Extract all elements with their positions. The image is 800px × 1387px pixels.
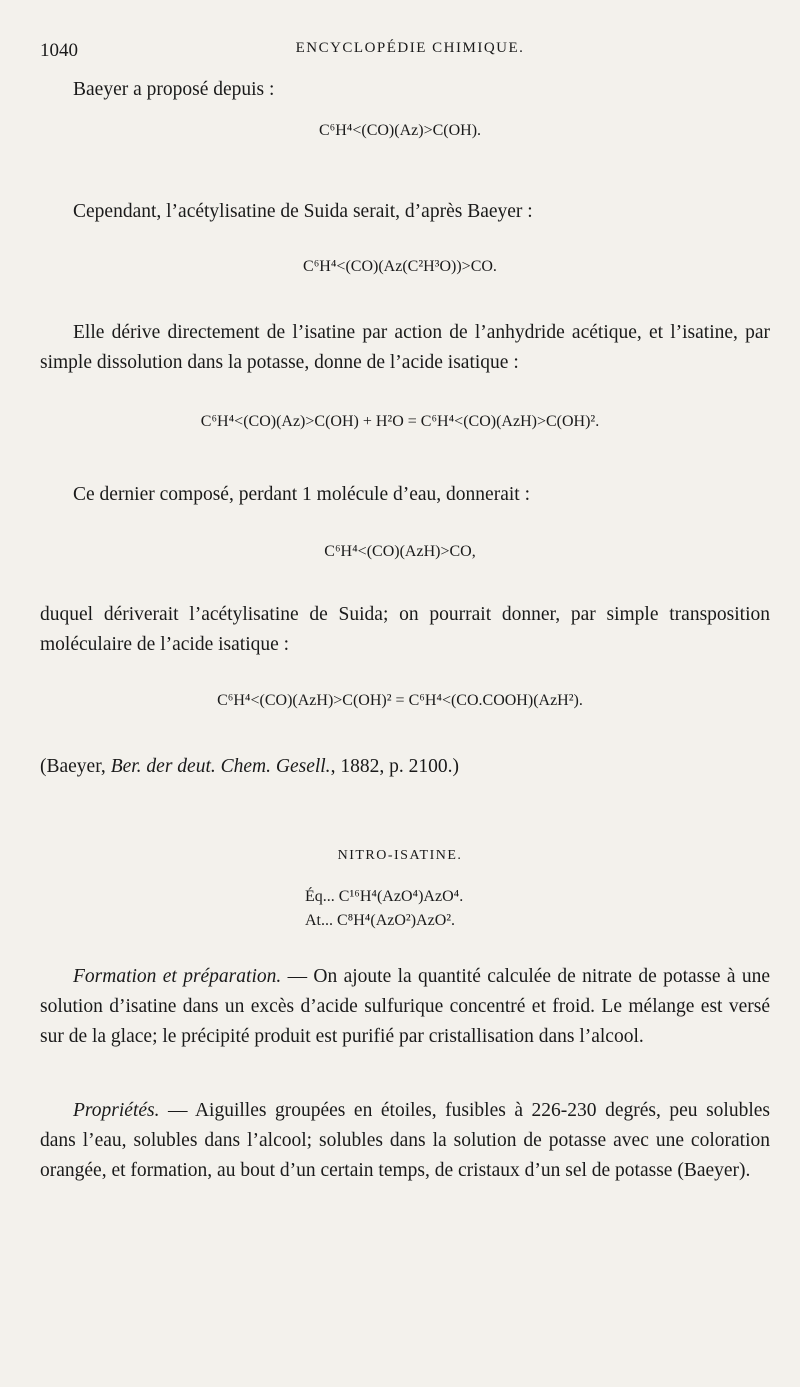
citation-baeyer [40,752,770,782]
equivalent-formula-line [305,888,463,906]
formula-4: C⁶H⁴<(CO)(AzH)>CO, [324,543,476,560]
proprietes-text: — Aiguilles groupées en étoiles, fusibles à 226-230 degrés, peu solubles dans l’eau, solubles dans l’alcool; solubles dans la solution de potasse avec une coloration orangée, et formation, au bout d’un certain temps, de cristaux d’un sel de potasse (Baeyer). [40,1100,770,1181]
formula-5: C⁶H⁴<(CO)(AzH)>C(OH)² = C⁶H⁴<(CO.COOH)(AzH²). [217,692,583,709]
formation-heading: Formation et préparation. [73,966,282,987]
formula-1: C⁶H⁴<(CO)(Az)>C(OH). [318,122,482,139]
eq-formula: C¹⁶H⁴(AzO⁴)AzO⁴. [338,888,464,905]
paragraph-water-loss: Ce dernier composé, perdant 1 molécule d’eau, donnerait : [73,484,530,505]
eq-label: Éq... [305,888,335,905]
formula-2: C⁶H⁴<(CO)(Az(C²H³O))>CO. [303,258,497,275]
page-number: 1040 [40,40,78,61]
paragraph-isatine-derivation: Elle dérive directement de l’isatine par action de l’anhydride acétique, et l’isatine, par simple dissolution dans la potasse, donne de l’acide isatique : [40,322,770,373]
at-label: At... [305,912,333,929]
formula-3: C⁶H⁴<(CO)(Az)>C(OH) + H²O = C⁶H⁴<(CO)(AzH)>C(OH)². [200,413,600,430]
page-header [40,40,780,64]
citation-suffix: , 1882, p. 2100.) [330,756,459,777]
paragraph-transposition: duquel dériverait l’acétylisatine de Suida; on pourrait donner, par simple transposition moléculaire de l’acide isatique : [40,604,770,655]
section-title: NITRO-ISATINE. [337,848,463,863]
paragraph-acetylisatine: Cependant, l’acétylisatine de Suida serait, d’après Baeyer : [73,201,533,222]
paragraph-proprietes [40,1096,770,1186]
running-title: ENCYCLOPÉDIE CHIMIQUE. [295,40,525,56]
paragraph-baeyer-proposal: Baeyer a proposé depuis : [73,79,275,100]
citation-prefix: (Baeyer, [40,756,111,777]
citation-journal: Ber. der deut. Chem. Gesell. [110,756,331,777]
atomic-formula-line [305,912,455,930]
formation-text: — On ajoute la quantité calculée de nitrate de potasse à une solution d’isatine dans un excès d’acide sulfurique concentré et froid. Le mélange est versé sur de la glace; le précipité produit est purifié par cristallisation dans l’alcool. [40,966,770,1047]
proprietes-heading: Propriétés. [73,1100,160,1121]
paragraph-formation [40,962,770,1052]
at-formula: C⁸H⁴(AzO²)AzO². [337,912,456,929]
